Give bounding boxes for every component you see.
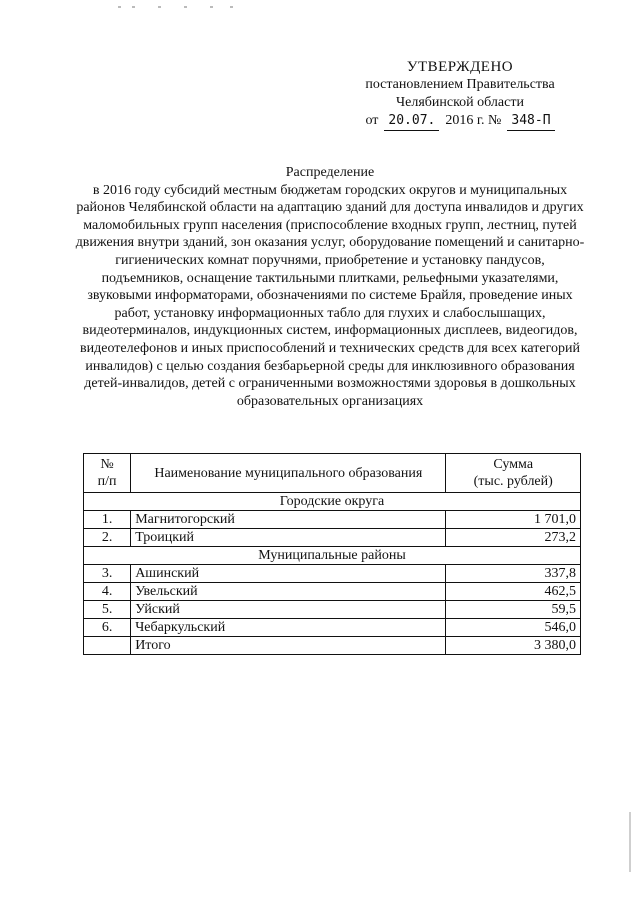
table-row bbox=[84, 583, 581, 601]
approval-stamp bbox=[340, 58, 580, 131]
row-name: Увельский bbox=[131, 583, 446, 601]
header-num-line1: № bbox=[100, 457, 114, 472]
table-row bbox=[84, 619, 581, 637]
row-sum: 546,0 bbox=[446, 619, 581, 637]
table-row bbox=[84, 511, 581, 529]
row-num: 2. bbox=[84, 529, 131, 547]
header-num bbox=[84, 454, 131, 493]
table-row bbox=[84, 601, 581, 619]
heading-title: Распределение bbox=[285, 165, 375, 180]
header-sum-line1: Сумма bbox=[493, 457, 534, 472]
scan-edge-mark bbox=[629, 812, 631, 872]
group-row-urban bbox=[84, 493, 581, 511]
row-name: Магнитогорский bbox=[131, 511, 446, 529]
document-heading bbox=[75, 164, 585, 410]
date-prefix: от bbox=[365, 113, 379, 128]
group-title: Муниципальные районы bbox=[84, 547, 581, 565]
row-sum: 59,5 bbox=[446, 601, 581, 619]
header-name: Наименование муниципального образования bbox=[131, 454, 446, 493]
row-num: 3. bbox=[84, 565, 131, 583]
row-num: 6. bbox=[84, 619, 131, 637]
row-sum: 337,8 bbox=[446, 565, 581, 583]
date-handwritten: 20.07. bbox=[384, 112, 439, 131]
group-title: Городские округа bbox=[84, 493, 581, 511]
row-sum: 462,5 bbox=[446, 583, 581, 601]
row-sum: 1 701,0 bbox=[446, 511, 581, 529]
approval-title: УТВЕРЖДЕНО bbox=[406, 59, 514, 75]
heading-body: в 2016 году субсидий местным бюджетам городских округов и муниципальных районов Челябинской области на адаптацию зданий для доступа инвалидов и других маломобильных групп населения (приспособление входных групп, лестниц, путей движения внутри зданий, зон оказания услуг, оборудование помещений и санитарно-гигиенических комнат поручнями, приобретение и установку пандусов, подъемников, оснащение тактильными плитками, рельефными указателями, звуковыми информаторами, обозначениями по системе Брайля, проведение иных работ, установку информационных табло для глухих и слабослышащих, видеотерминалов, индукционных систем, информационных дисплеев, видеогидов, видеотелефонов и иных приспособлений и технических средств для всех категорий инвалидов) с целью создания безбарьерной среды для инклюзивного образования детей-инвалидов, детей с ограниченными возможностями здоровья в дошкольных образовательных организациях bbox=[75, 182, 585, 409]
group-row-districts bbox=[84, 547, 581, 565]
total-row bbox=[84, 637, 581, 655]
table-row bbox=[84, 529, 581, 547]
total-sum: 3 380,0 bbox=[446, 637, 581, 655]
approval-date-line bbox=[340, 112, 580, 131]
total-num bbox=[84, 637, 131, 655]
row-num: 5. bbox=[84, 601, 131, 619]
row-name: Ашинский bbox=[131, 565, 446, 583]
row-name: Троицкий bbox=[131, 529, 446, 547]
scan-specks bbox=[118, 6, 238, 10]
header-num-line2: п/п bbox=[97, 474, 117, 489]
table-row bbox=[84, 565, 581, 583]
row-num: 1. bbox=[84, 511, 131, 529]
total-label: Итого bbox=[131, 637, 446, 655]
header-sum-line2: (тыс. рублей) bbox=[473, 474, 553, 489]
row-sum: 273,2 bbox=[446, 529, 581, 547]
table-header-row bbox=[84, 454, 581, 493]
row-name: Уйский bbox=[131, 601, 446, 619]
row-name: Чебаркульский bbox=[131, 619, 446, 637]
approval-line-2: Челябинской области bbox=[396, 95, 524, 110]
distribution-table bbox=[83, 453, 581, 655]
approval-line-1: постановлением Правительства bbox=[365, 77, 555, 92]
number-handwritten: 348-П bbox=[507, 112, 554, 131]
header-sum bbox=[446, 454, 581, 493]
year-text: 2016 г. № bbox=[445, 113, 502, 128]
row-num: 4. bbox=[84, 583, 131, 601]
